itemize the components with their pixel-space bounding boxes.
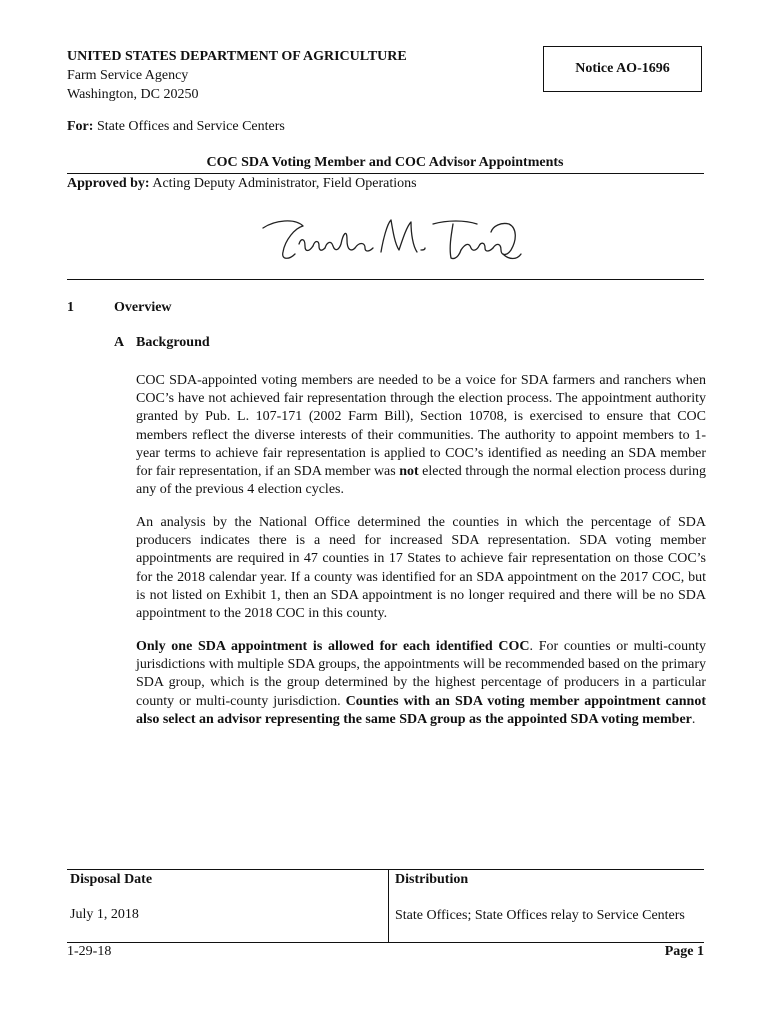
- signature-rule: [67, 279, 704, 280]
- letterhead: [67, 47, 407, 104]
- section-number: 1: [67, 300, 74, 315]
- paragraph-3-emphasis-1: Only one SDA appointment is allowed for each identified COC: [136, 639, 530, 654]
- office-address: Washington, DC 20250: [67, 87, 199, 102]
- distribution-label: Distribution: [395, 872, 469, 887]
- paragraph-1-text-a: COC SDA-appointed voting members are needed to be a voice for SDA farmers and ranchers when COC’s have not achieved fair representation through the election process. The appointment authority granted by Pub. L. 107-171 (2002 Farm Bill), Section 10708, is exercised to ensure that COC members reflect the diverse interests of their communities. The authority to appoint members to 1-year terms to achieve fair representation is applied to COC’s identified as needing an SDA member for fair representation, if an SDA member was: [136, 373, 706, 480]
- approved-label: Approved by:: [67, 176, 150, 191]
- notice-number-box: [543, 46, 702, 92]
- paragraph-1-text-b: elected through the normal election process during any of the previous 4 election cycles.: [136, 464, 706, 498]
- disposal-date-value: July 1, 2018: [70, 907, 139, 922]
- office-name: Farm Service Agency: [67, 68, 189, 83]
- paragraph-3-emphasis-2: Counties with an SDA voting member appointment cannot also select an advisor representing the same SDA group as the appointed SDA voting member: [136, 693, 706, 727]
- signature-image: [255, 210, 525, 270]
- distribution-value: State Offices; State Offices relay to Service Centers: [395, 908, 685, 923]
- notice-number: Notice AO-1696: [575, 61, 670, 76]
- paragraph-3-text: . For counties or multi-county jurisdictions with multiple SDA groups, the appointments will be recommended based on the primary SDA group, which is the group determined by the highest percentage of producers in a particular county or multi-county jurisdiction.: [136, 639, 706, 709]
- paragraph-3-end: .: [691, 711, 696, 727]
- for-label: For:: [67, 119, 94, 134]
- disposal-date-label: Disposal Date: [70, 872, 153, 887]
- paragraph-1-emphasis: not: [399, 464, 419, 480]
- paragraph-1: [136, 372, 706, 499]
- for-line: [67, 119, 285, 135]
- paragraph-3: [136, 638, 706, 729]
- issue-date-code: 1-29-18: [67, 944, 112, 959]
- agency-name: UNITED STATES DEPARTMENT OF AGRICULTURE: [67, 49, 407, 64]
- section-title: Overview: [114, 300, 172, 315]
- footer-bottom-rule: [67, 942, 704, 943]
- footer-column-divider: [388, 869, 389, 942]
- subsection-heading: [114, 335, 210, 351]
- subject-rule: [67, 173, 704, 174]
- for-text: State Offices and Service Centers: [96, 119, 285, 134]
- subsection-title: Background: [136, 335, 210, 350]
- approved-line: [67, 176, 417, 192]
- approved-text: Acting Deputy Administrator, Field Operations: [152, 176, 417, 191]
- paragraph-2: An analysis by the National Office determined the counties in which the percentage of SDA producers indicates there is a need for increased SDA representation. SDA voting member appointments are required in 47 counties in 17 States to achieve fair representation on those COC’s for the 2018 calendar year. If a county was identified for an SDA appointment on the 2017 COC, but is not listed on Exhibit 1, then an SDA appointment is no longer required and there will be no SDA appointment to the 2018 COC in this county.: [136, 515, 706, 622]
- notice-subject: COC SDA Voting Member and COC Advisor Appointments: [206, 155, 564, 170]
- footer-top-rule: [67, 869, 704, 870]
- subsection-letter: A: [114, 335, 125, 350]
- page-number: Page 1: [664, 944, 704, 959]
